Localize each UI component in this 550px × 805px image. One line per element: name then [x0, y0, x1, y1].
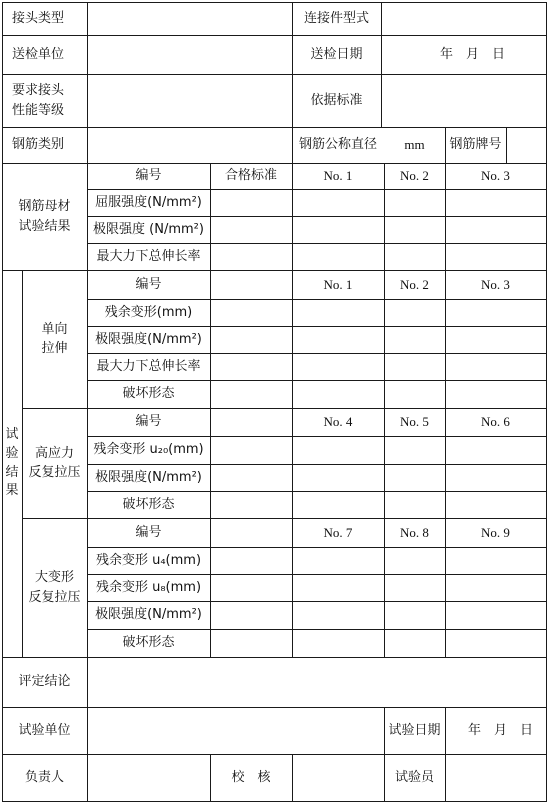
- base-sample-no2: No. 2: [400, 168, 429, 184]
- high-stress-col-number: 编号: [135, 414, 162, 430]
- large-strain-row-residual-u8: 残余变形 u₈(mm): [95, 579, 202, 595]
- rebar-class-label: 钢筋类别: [12, 137, 65, 153]
- person-in-charge-field[interactable]: [88, 755, 210, 801]
- test-unit-field[interactable]: [88, 708, 384, 754]
- uniaxial-sample-no2: No. 2: [400, 276, 429, 292]
- rebar-class-field[interactable]: [88, 128, 292, 163]
- conclusion-field[interactable]: [88, 658, 546, 707]
- conclusion-label: 评定结论: [18, 674, 71, 690]
- high-stress-row-residual-u20: 残余变形 u₂₀(mm): [93, 442, 204, 458]
- high-stress-sample-no6: No. 6: [481, 414, 510, 430]
- rebar-diameter-label: 钢筋公称直径: [298, 137, 377, 153]
- joint-test-report-form: [2, 2, 546, 802]
- checker-field[interactable]: [293, 755, 384, 801]
- person-in-charge-label: 负责人: [24, 769, 64, 785]
- base-col-number: 编号: [135, 168, 162, 184]
- high-stress-title: 高应力 反复拉压: [28, 445, 81, 480]
- large-strain-row-failure-mode: 破坏形态: [122, 635, 175, 651]
- large-strain-sample-no9: No. 9: [481, 524, 510, 540]
- rule: [2, 801, 547, 802]
- submit-unit-field[interactable]: [88, 36, 292, 74]
- basis-standard-field[interactable]: [382, 75, 546, 127]
- uniaxial-title: 单向 拉伸: [41, 321, 68, 356]
- uniaxial-sample-no3: No. 3: [481, 276, 510, 292]
- high-stress-row-ultimate-strength: 极限强度(N/mm²): [95, 469, 202, 485]
- base-sample-no3: No. 3: [481, 168, 510, 184]
- mm-unit: mm: [404, 137, 425, 153]
- test-results-title: 试 验 结 果: [5, 426, 19, 499]
- test-unit-label: 试验单位: [18, 722, 71, 738]
- large-strain-col-number: 编号: [135, 524, 162, 540]
- checker-label: 校 核: [231, 769, 271, 785]
- basis-standard-label: 依据标准: [310, 92, 363, 108]
- uniaxial-row-residual-deformation: 残余变形(mm): [104, 304, 193, 320]
- connector-model-field[interactable]: [382, 3, 546, 35]
- large-strain-row-residual-u4: 残余变形 u₄(mm): [95, 552, 202, 568]
- base-sample-no1: No. 1: [323, 168, 353, 184]
- test-date-label: 试验日期: [388, 722, 441, 738]
- base-row-total-elongation: 最大力下总伸长率: [96, 248, 201, 264]
- uniaxial-col-number: 编号: [135, 276, 162, 292]
- submit-date-value: 年 月 日: [439, 46, 505, 62]
- base-col-standard: 合格标准: [224, 168, 277, 184]
- rule: [210, 163, 211, 657]
- rebar-brand-label: 钢筋牌号: [449, 137, 502, 153]
- submit-date-label: 送检日期: [310, 46, 363, 62]
- tester-field[interactable]: [446, 755, 546, 801]
- rule: [546, 2, 547, 802]
- high-stress-sample-no4: No. 4: [323, 414, 353, 430]
- rebar-brand-field[interactable]: [507, 128, 546, 163]
- uniaxial-row-failure-mode: 破坏形态: [122, 386, 175, 402]
- required-grade-label: 要求接头 性能等级: [12, 83, 65, 118]
- base-row-ultimate-strength: 极限强度 (N/mm²): [93, 221, 204, 237]
- joint-type-label: 接头类型: [12, 10, 65, 26]
- large-strain-row-ultimate-strength: 极限强度(N/mm²): [95, 607, 202, 623]
- joint-type-field[interactable]: [88, 3, 292, 35]
- uniaxial-sample-no1: No. 1: [323, 276, 353, 292]
- tester-label: 试验员: [394, 769, 434, 785]
- uniaxial-row-total-elongation: 最大力下总伸长率: [96, 358, 201, 374]
- connector-model-label: 连接件型式: [303, 10, 369, 26]
- base-material-title: 钢筋母材 试验结果: [18, 199, 71, 234]
- base-row-yield-strength: 屈服强度(N/mm²): [95, 194, 202, 210]
- required-grade-field[interactable]: [88, 75, 292, 127]
- large-strain-title: 大变形 反复拉压: [28, 570, 81, 605]
- large-strain-sample-no7: No. 7: [323, 524, 353, 540]
- large-strain-sample-no8: No. 8: [400, 524, 429, 540]
- submit-unit-label: 送检单位: [12, 46, 65, 62]
- test-date-value: 年 月 日: [467, 722, 533, 738]
- high-stress-row-failure-mode: 破坏形态: [122, 496, 175, 512]
- uniaxial-row-ultimate-strength: 极限强度(N/mm²): [95, 331, 202, 347]
- high-stress-sample-no5: No. 5: [400, 414, 429, 430]
